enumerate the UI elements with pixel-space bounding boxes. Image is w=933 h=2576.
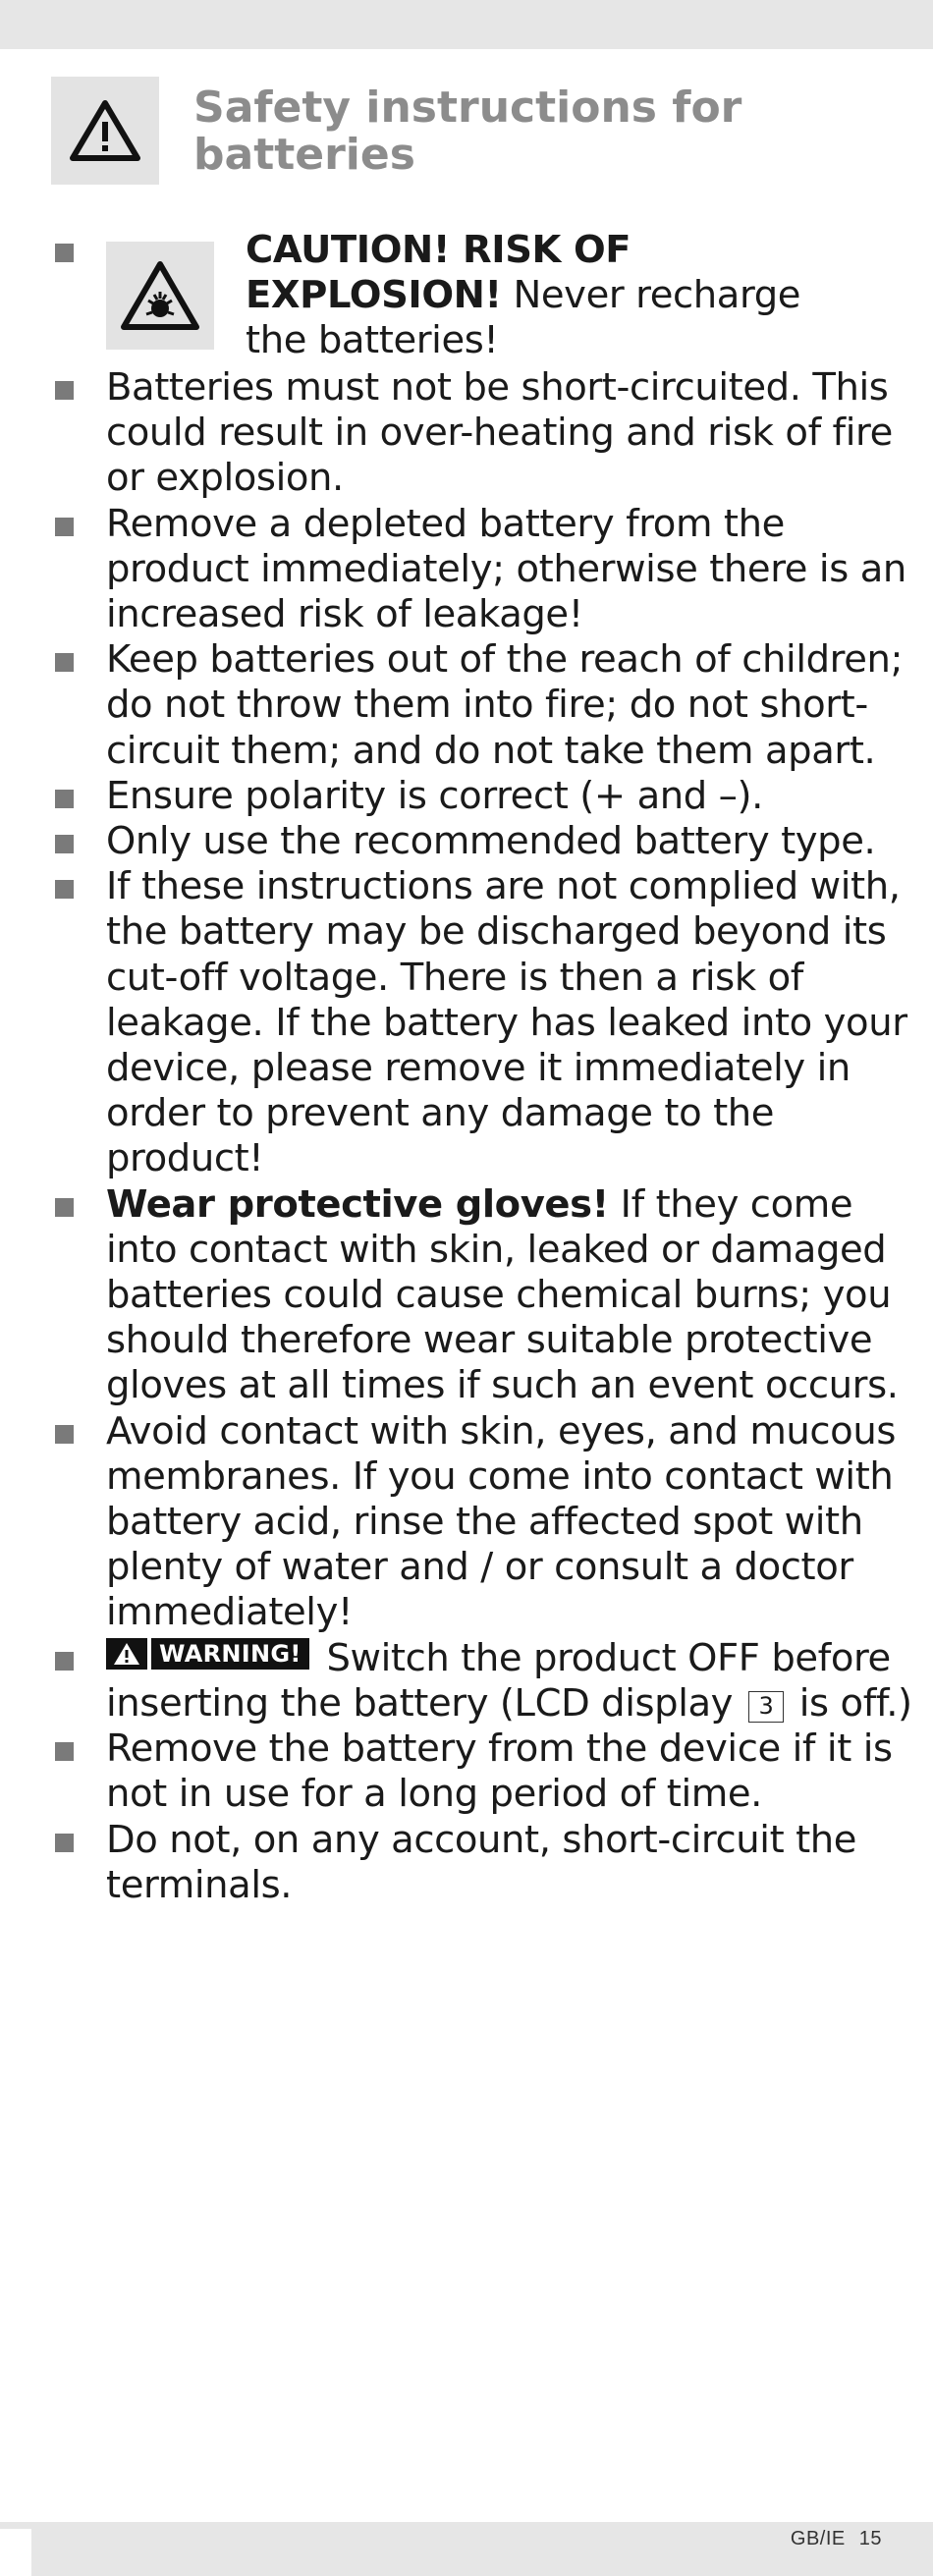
footer-region: GB/IE bbox=[790, 2528, 846, 2549]
list-item: Wear protective gloves! If they come into contact with skin, leaked or damaged batteries could cause chemical burns; you should therefore wear suitable protective gloves at all times if such an event occurs. bbox=[51, 1182, 915, 1409]
bullet-square-icon bbox=[55, 381, 74, 400]
list-item: CAUTION! RISK OF EXPLOSION! Never recharge the batteries! bbox=[51, 228, 915, 365]
bullet-square-icon bbox=[55, 1652, 74, 1671]
list-item: Ensure polarity is correct (+ and –). bbox=[51, 774, 915, 819]
list-item: Avoid contact with skin, eyes, and mucous membranes. If you come into contact with battery acid, rinse the affected spot with plenty of water and / or consult a doctor immediately! bbox=[51, 1409, 915, 1636]
top-margin-bar bbox=[0, 0, 933, 49]
bullet-square-icon bbox=[55, 1198, 74, 1217]
bullet-square-icon bbox=[55, 1742, 74, 1761]
reference-number-box: 3 bbox=[748, 1691, 784, 1723]
list-item: Only use the recommended battery type. bbox=[51, 819, 915, 864]
bullet-square-icon bbox=[55, 1834, 74, 1852]
section-heading bbox=[51, 77, 896, 185]
bullet-square-icon bbox=[55, 244, 74, 262]
bullet-square-icon bbox=[55, 790, 74, 808]
page-footer bbox=[791, 2528, 882, 2550]
bullet-square-icon bbox=[55, 880, 74, 899]
list-item: Keep batteries out of the reach of children; do not throw them into fire; do not short-circuit them; and do not take them apart. bbox=[51, 637, 915, 774]
bullet-square-icon bbox=[55, 835, 74, 853]
warning-badge: WARNING! bbox=[106, 1638, 309, 1670]
list-item: Do not, on any account, short-circuit the terminals. bbox=[51, 1818, 915, 1908]
explosion-warning-icon bbox=[106, 242, 214, 350]
bullet-square-icon bbox=[55, 653, 74, 672]
safety-list bbox=[51, 228, 915, 1908]
warning-triangle-icon bbox=[106, 1638, 147, 1670]
list-item: WARNING! Switch the product OFF before inserting the battery (LCD display 3 is off.) bbox=[51, 1636, 915, 1726]
warning-triangle-icon bbox=[51, 77, 159, 185]
bullet-square-icon bbox=[55, 518, 74, 536]
list-item: Batteries must not be short-circuited. This could result in over-heating and risk of fire or explosion. bbox=[51, 365, 915, 502]
list-item: If these instructions are not complied with, the battery may be discharged beyond its cut-off voltage. There is then a risk of leakage. If the battery has leaked into your device, please remove it immediately in order to prevent any damage to the product! bbox=[51, 864, 915, 1181]
list-item: Remove a depleted battery from the product immediately; otherwise there is an increased risk of leakage! bbox=[51, 502, 915, 638]
bottom-corner-block bbox=[0, 2529, 31, 2576]
page-title: Safety instructions for batteries bbox=[193, 82, 742, 180]
list-item: Remove the battery from the device if it is not in use for a long period of time. bbox=[51, 1726, 915, 1817]
page-number: 15 bbox=[858, 2528, 882, 2549]
bullet-square-icon bbox=[55, 1425, 74, 1444]
